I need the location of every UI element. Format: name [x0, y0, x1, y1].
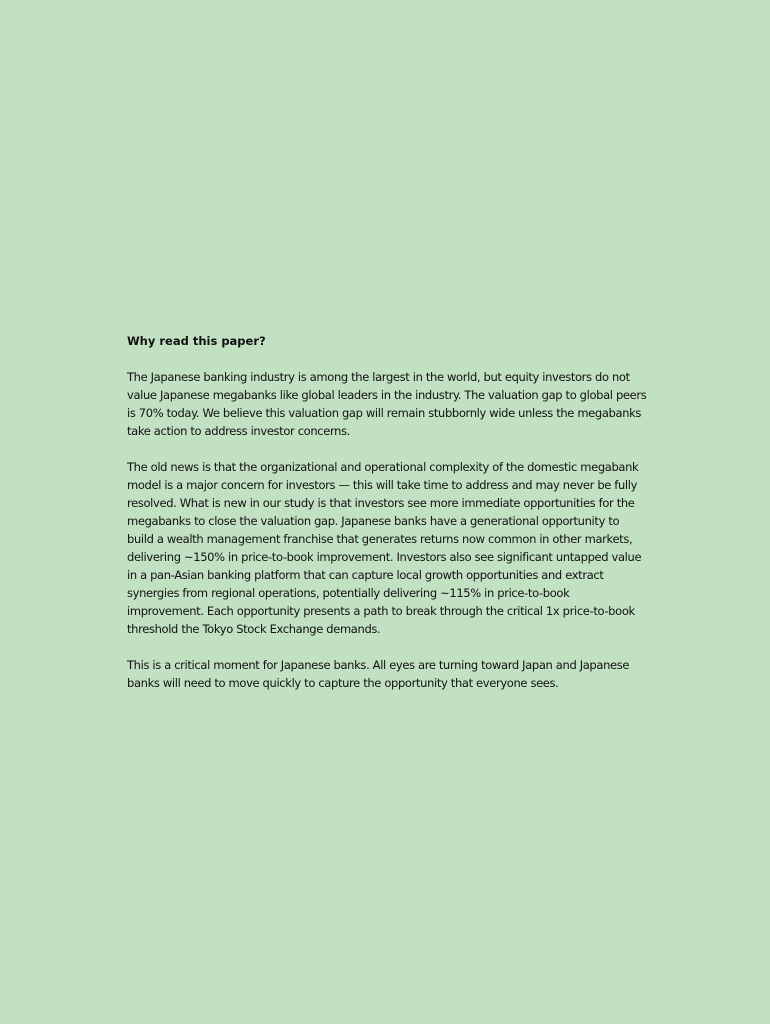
- paragraph-opportunities: The old news is that the organizational and operational complexity of the domestic megabank model is a major concern for investors — this will take time to address and may never be fully resolved. What is new in our study is that investors see more immediate opportunities for the megabanks to close the valuation gap. Japanese banks have a generational opportunity to build a wealth management franchise that generates returns now common in other markets, delivering ~150% in price-to-book improvement. Investors also see significant untapped value in a pan-Asian banking platform that can capture local growth opportunities and extract synergies from regional operations, potentially delivering ~115% in price-to-book improvement. Each opportunity presents a path to break through the critical 1x price-to-book threshold the Tokyo Stock Exchange demands.: [127, 460, 642, 636]
- section-heading: Why read this paper?: [127, 334, 266, 348]
- paragraph-valuation-gap: The Japanese banking industry is among the largest in the world, but equity investors do not value Japanese megabanks like global leaders in the industry. The valuation gap to global peers is 70% today. We believe this valuation gap will remain stubbornly wide unless the megabanks take action to address investor concerns.: [127, 370, 647, 438]
- paragraph-critical-moment: This is a critical moment for Japanese banks. All eyes are turning toward Japan and Japanese banks will need to move quickly to capture the opportunity that everyone sees.: [127, 658, 630, 690]
- document-page: [127, 332, 647, 710]
